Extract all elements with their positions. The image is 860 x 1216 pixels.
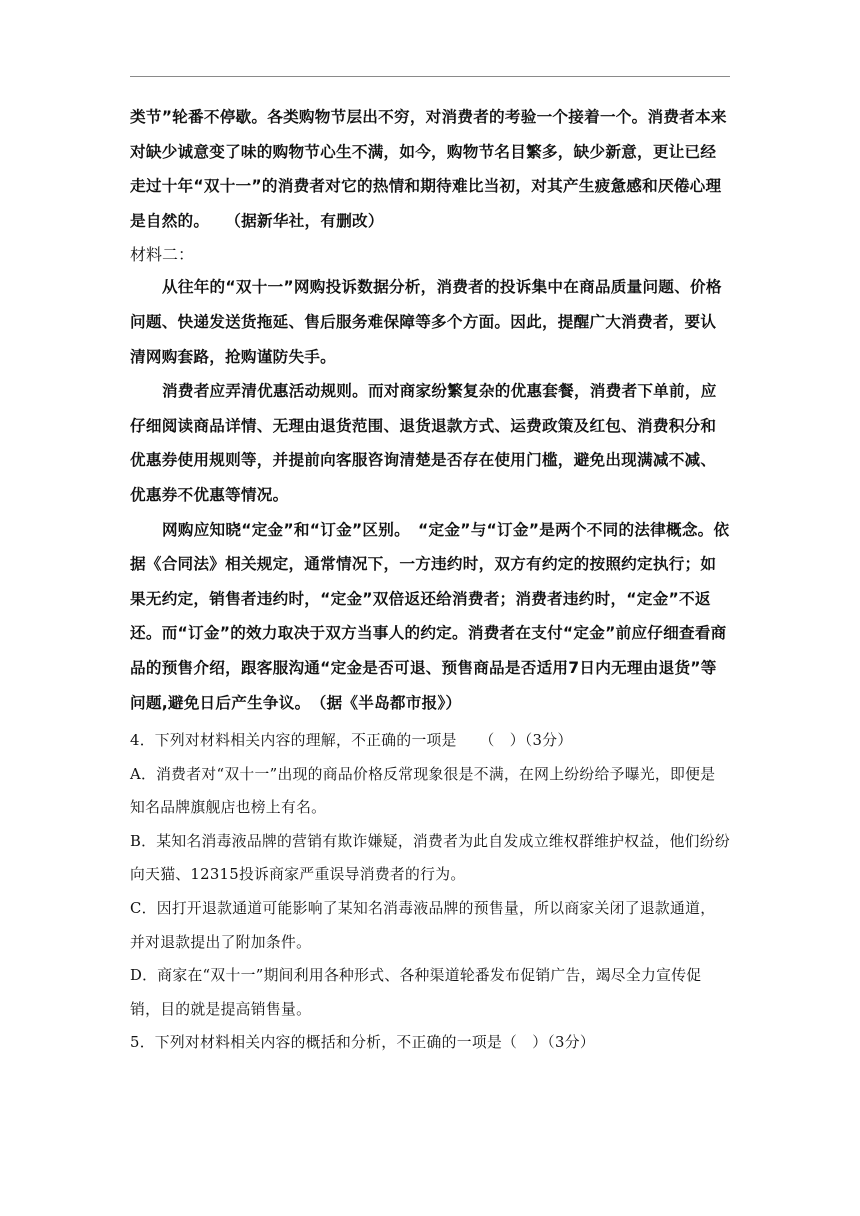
material2-paragraph-1: 从往年的“双十一”网购投诉数据分析，消费者的投诉集中在商品质量问题、价格问题、快递发送货拖延、售后服务难保障等多个方面。因此，提醒广大消费者，要认清网购套路，抢购谨防失手。 bbox=[130, 278, 722, 366]
material2-paragraph-3: 网购应知晓“定金”和“订金”区别。 “定金”与“订金”是两个不同的法律概念。依据《合同法》相关规定，通常情况下，一方违约时，双方有约定的按照约定执行；如果无约定，销售者违约时，“定金”双倍返还给消费者；消费者违约时，“定金”不返还。而“订金”的效力取决于双方当事人的约定。消费者在支付“定金”前应仔细查看商品的预售介绍，跟客服沟通“定金是否可退、预售商品是否适用7日内无理由退货”等问题,避免日后产生争议。 （据《半岛都市报》） bbox=[130, 520, 730, 712]
material1-tail-paragraph: 类节”轮番不停歇。各类购物节层出不穷，对消费者的考验一个接着一个。消费者本来对缺少诚意变了味的购物节心生不满，如今，购物节名目繁多，缺少新意，更让已经走过十年“双十一”的消费者对它的热情和期待难比当初，对其产生疲惫感和厌倦心理是自然的。 （据新华社，有删改） bbox=[130, 108, 727, 230]
question-4-option-c: C．因打开退款通道可能影响了某知名消毒液品牌的预售量，所以商家关闭了退款通道，并对退款提出了附加条件。 bbox=[130, 900, 716, 951]
question-4-option-a: A．消费者对“双十一”出现的商品价格反常现象很是不满，在网上纷纷给予曝光，即便是知名品牌旗舰店也榜上有名。 bbox=[130, 765, 716, 817]
question-5-stem: 5．下列对材料相关内容的概括和分析，不正确的一项是（ ）（3分） bbox=[130, 1034, 595, 1052]
material2-heading: 材料二： bbox=[130, 245, 195, 265]
question-4-stem: 4．下列对材料相关内容的理解，不正确的一项是 （ ）（3分） bbox=[130, 732, 573, 750]
header-rule bbox=[130, 76, 730, 77]
content-column bbox=[130, 100, 730, 1060]
material2-paragraph-2: 消费者应弄清优惠活动规则。而对商家纷繁复杂的优惠套餐，消费者下单前，应仔细阅读商品详情、无理由退货范围、退货退款方式、运费政策及红包、消费积分和优惠券使用规则等，并提前向客服咨询清楚是否存在使用门槛，避免出现满减不减、优惠券不优惠等情况。 bbox=[130, 382, 717, 504]
question-4-option-d: D．商家在“双十一”期间利用各种形式、各种渠道轮番发布促销广告，竭尽全力宣传促销，目的就是提高销售量。 bbox=[130, 967, 702, 1018]
question-4-option-b: B．某知名消毒液品牌的营销有欺诈嫌疑，消费者为此自发成立维权群维护权益，他们纷纷向天猫、12315投诉商家严重误导消费者的行为。 bbox=[130, 832, 730, 884]
